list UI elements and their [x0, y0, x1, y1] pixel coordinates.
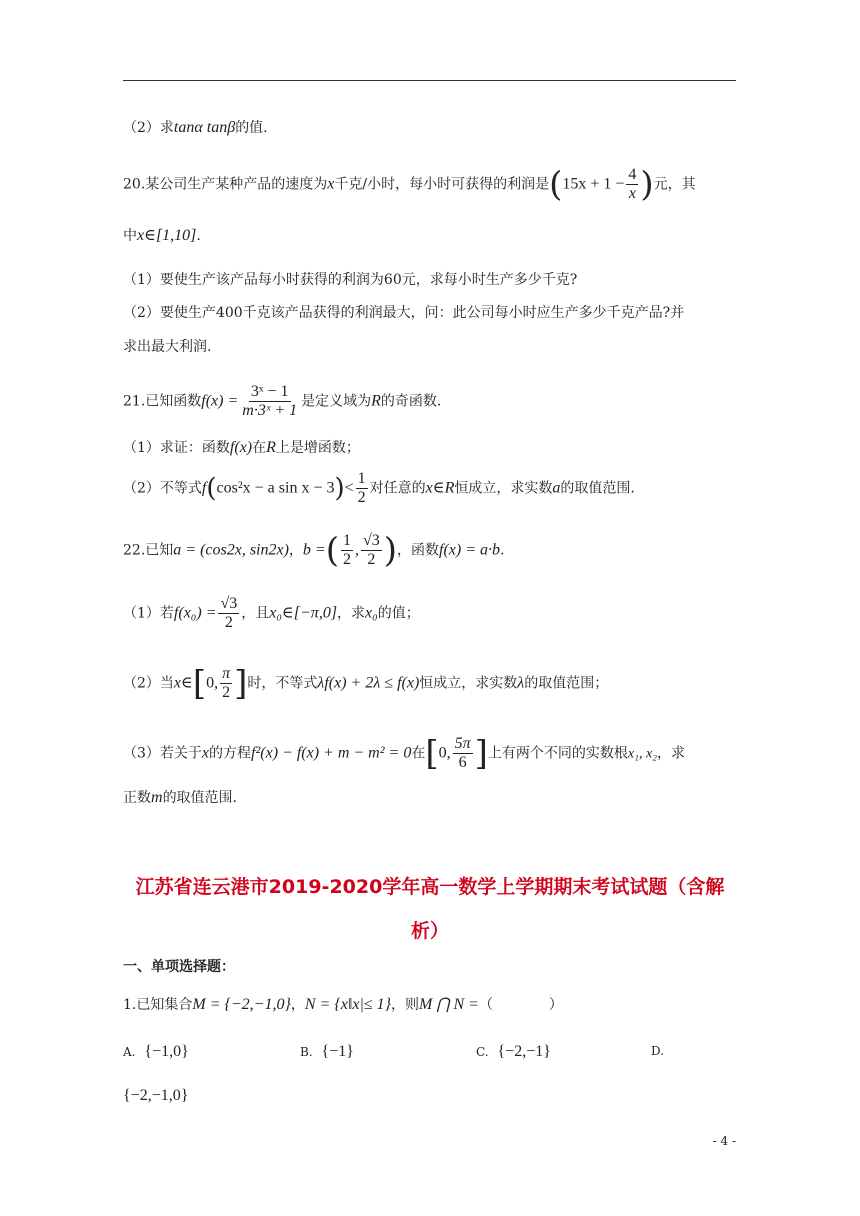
q21-stem [123, 383, 441, 420]
q22-vec-b-pre: b = [302, 541, 326, 559]
q22-p2-x: x∈ [173, 674, 193, 692]
q22-p2-rbrk: ] [234, 663, 248, 704]
q20-var: x [327, 175, 335, 193]
q22-b-n1: 1 [342, 532, 351, 549]
q22-p1-den: 2 [224, 614, 233, 631]
q19-part2 [123, 118, 268, 138]
q21-p2-f: f [201, 479, 207, 497]
q22-p2-num: π [222, 665, 231, 682]
q20-profit-pre: 15x + 1 − [562, 175, 625, 193]
section-heading: 一、单项选择题： [123, 959, 235, 975]
q1-option-d-value: {−2,−1,0} [123, 1087, 189, 1104]
q22-p1-frac [218, 595, 239, 632]
q21-p2-rparen: ) [334, 473, 345, 504]
q22-p2-int-a: 0, [206, 674, 219, 692]
q20-profit-num: 4 [628, 166, 637, 183]
q22-p1-cond: x₀∈[−π,0] [269, 604, 338, 622]
q1-option-c-value: {−2,−1} [497, 1043, 551, 1060]
q19-part2-expr: tanα tanβ [173, 119, 236, 136]
q21-p1-f: f(x) [229, 439, 253, 456]
q22-part3 [123, 735, 685, 772]
q22-p3-int-a: 0, [438, 744, 451, 762]
q22-p1-num: √3 [220, 595, 238, 612]
q1-option-c-label: C. [476, 1045, 489, 1059]
q21-R: R [371, 392, 381, 410]
q21-den: m·3ˣ + 1 [242, 402, 298, 419]
q21-p1-R: R [266, 439, 276, 456]
q20-domain [123, 226, 201, 246]
q22-b-frac2 [361, 532, 382, 569]
q20-part2-a: （2）要使生产400千克该产品获得的利润最大，问：此公司每小时应生产多少千克产品?并 [123, 305, 685, 321]
q20-stem-b: 千克/小时，每小时可获得的利润是 [334, 176, 550, 193]
q22-b-rparen: ) [383, 530, 398, 571]
q22-fdef: f(x) = a·b [439, 541, 501, 559]
q22-vec-a: a = (cos2x, sin2x) [173, 541, 289, 559]
q21-p2-avar: a [552, 479, 561, 497]
q22-p3-m: m [151, 789, 163, 806]
q19-part2-suffix: 的值. [235, 120, 268, 136]
q20-part2-b: 求出最大利润. [123, 339, 212, 355]
q22-b-frac1 [341, 532, 353, 569]
page-number: - 4 - [712, 1134, 736, 1148]
q20-lparen: ( [549, 164, 563, 205]
q20-stem [123, 166, 696, 203]
q21-stem-c: 的奇函数. [380, 393, 442, 410]
q1-option-a[interactable] [123, 1043, 189, 1061]
q22-stem-a: 22.已知 [123, 542, 174, 559]
q1-answer-blank: （ ） [478, 997, 563, 1013]
exam-title-line2: 析） [410, 920, 449, 942]
q22-b-d2: 2 [367, 551, 376, 568]
q20-domain-pre: 中 [123, 228, 137, 244]
q22-p1-x0: x₀ [365, 604, 378, 622]
q22-b-d1: 2 [342, 551, 351, 568]
q20-profit-den: x [628, 185, 636, 202]
q22-p2-frac [220, 665, 232, 702]
q22-p3-a: （3）若关于 [123, 745, 202, 762]
q22-stem-b: ，函数 [397, 542, 440, 559]
q22-p2-b: 时，不等式 [247, 675, 318, 692]
q22-p3-roots: x₁, x₂ [627, 746, 658, 762]
q22-p2-den: 2 [222, 684, 231, 701]
q19-part2-prefix: （2）求 [123, 120, 174, 136]
q21-p1-b: 在 [252, 440, 267, 456]
q22-p3-g: 的取值范围. [162, 790, 238, 806]
q20-rparen: ) [640, 164, 654, 205]
q21-p2-b: 对任意的 [369, 480, 426, 497]
q22-b-n2: √3 [362, 532, 380, 549]
q22-p3-rbrk: ] [474, 733, 488, 774]
q22-p2-c: 恒成立，求实数 [419, 675, 518, 692]
q22-p1-c: ，求 [337, 605, 366, 622]
q1-stem-a: 1.已知集合 [123, 997, 193, 1013]
q1-set-M: M = {−2,−1,0} [192, 996, 291, 1013]
q1-option-a-value: {−1,0} [144, 1043, 189, 1060]
q22-p1-d: 的值； [377, 605, 420, 622]
q1-option-d-value-wrap [123, 1087, 188, 1105]
q1-option-b-label: B. [300, 1045, 313, 1059]
q22-stem: 22.已知a = (cos2x, sin2x)，b =( $\frac{1}{2}$ , $\frac{√3}{2}$ )，函数f(x) = a·b. [123, 530, 505, 571]
q22-p3-den: 6 [458, 754, 467, 771]
q22-stem-end: . [500, 542, 505, 559]
q21-num: 3ˣ − 1 [250, 383, 289, 400]
q22-p2-ineq: λf(x) + 2λ ≤ f(x) [317, 674, 420, 692]
q1-option-a-label: A. [123, 1045, 136, 1059]
q21-p1-c: 上是增函数； [275, 440, 360, 456]
q1-option-b[interactable] [300, 1043, 354, 1061]
q1-stem-b: ，则 [391, 997, 420, 1013]
q1-option-d-label: D. [651, 1044, 665, 1058]
q21-part1 [123, 438, 360, 458]
q22-p3-num: 5π [454, 735, 471, 752]
q22-p2-d: 的取值范围； [524, 675, 609, 692]
q1-sep: ， [290, 997, 305, 1013]
q21-fx: f(x) = [201, 392, 239, 410]
q1-intersection: M ⋂ N = [419, 996, 479, 1013]
q1-stem [123, 995, 563, 1015]
q22-p3-b: 的方程 [209, 745, 252, 762]
exam-title-line1: 江苏省连云港市2019-2020学年高一数学上学期期末考试试题（含解 [135, 876, 725, 898]
q22-p3-lbrk: [ [425, 733, 439, 774]
q22-p3-frac [453, 735, 473, 772]
q21-p2-inner: cos²x − a sin x − 3 [216, 479, 335, 497]
q1-option-d[interactable] [651, 1043, 664, 1059]
q20-stem-c: 元，其 [653, 176, 696, 193]
q21-p2-lt: < [344, 479, 354, 497]
q21-p1-a: （1）求证：函数 [123, 440, 230, 456]
q20-domain-expr: x∈[1,10] [137, 227, 197, 244]
q21-p2-num: 1 [357, 470, 366, 487]
q1-set-N: N = {x‖x|≤ 1} [304, 996, 392, 1013]
q21-frac [240, 383, 299, 420]
q21-p2-c: 恒成立，求实数 [454, 480, 553, 497]
q21-p2-x: x∈R [425, 479, 455, 497]
q22-stem-sep: ， [288, 542, 303, 559]
q20-domain-end: . [196, 228, 201, 244]
q22-p1-f: f(x₀) = [173, 604, 217, 622]
q20-stem-a: 20.某公司生产某种产品的速度为 [123, 176, 328, 193]
q22-part1 [123, 595, 420, 632]
q20-profit-frac [626, 166, 638, 203]
q22-p3-f: 正数 [123, 790, 151, 806]
q21-p2-den: 2 [357, 489, 366, 506]
q22-p1-a: （1）若 [123, 605, 174, 622]
q22-p3-x: x [201, 744, 210, 762]
q21-p2-d: 的取值范围. [560, 480, 635, 497]
q22-p2-a: （2）当 [123, 675, 174, 692]
q22-part3-cont [123, 788, 237, 808]
q22-p1-b: ，且 [241, 605, 270, 622]
q21-stem-a: 21.已知函数 [123, 393, 202, 410]
q22-p3-eq: f²(x) − f(x) + m − m² = 0 [251, 744, 412, 762]
q21-stem-b: 是定义域为 [301, 393, 372, 410]
q22-p3-d: 上有两个不同的实数根 [487, 745, 628, 762]
q22-p2-lambda: λ [517, 674, 525, 692]
q22-p3-e: ，求 [657, 745, 686, 762]
q22-p2-lbrk: [ [192, 663, 207, 704]
q1-option-b-value: {−1} [321, 1043, 354, 1060]
q21-p2-lparen: ( [206, 473, 217, 504]
q21-part2 [123, 470, 635, 507]
q1-option-c[interactable] [476, 1043, 551, 1061]
q22-p3-c: 在 [411, 745, 426, 762]
q21-p2-a: （2）不等式 [123, 480, 202, 497]
q20-part1: （1）要使生产该产品每小时获得的利润为60元，求每小时生产多少千克? [123, 272, 578, 288]
header-rule [123, 80, 736, 81]
q21-p2-frac [356, 470, 368, 507]
q22-b-lparen: ( [325, 530, 339, 571]
q22-part2 [123, 665, 608, 702]
